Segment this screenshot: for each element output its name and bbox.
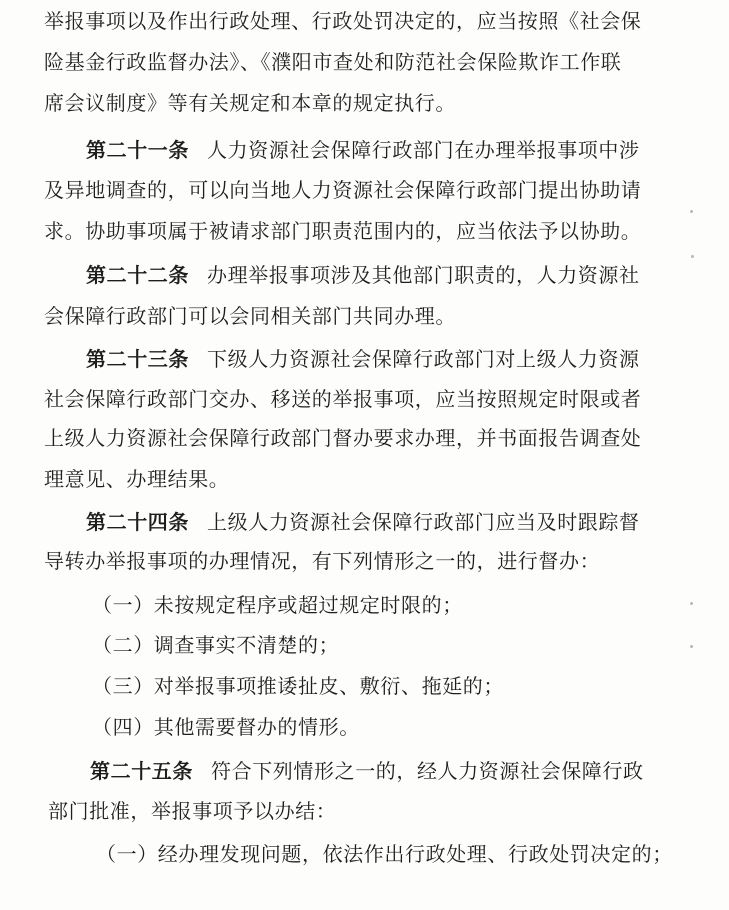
text-line: 理意见、办理结果。 — [44, 467, 230, 491]
list-item: （二）调查事实不清楚的； — [92, 633, 340, 657]
text-line: 部门批准，举报事项予以办结： — [48, 799, 337, 823]
text-line: 上级人力资源社会保障行政部门应当及时跟踪督 — [207, 510, 640, 534]
text-line: 举报事项以及作出行政处理、行政处罚决定的，应当按照《社会保 — [44, 9, 642, 33]
article-25-first-line — [90, 758, 644, 784]
scan-speck — [691, 255, 694, 258]
list-item: （一）未按规定程序或超过规定时限的； — [92, 593, 463, 617]
text-line: 办理举报事项涉及其他部门职责的，人力资源社 — [207, 263, 640, 287]
article-21-title: 第二十一条 — [86, 138, 189, 162]
list-item: （四）其他需要督办的情形。 — [92, 715, 360, 739]
text-line: 符合下列情形之一的，经人力资源社会保障行政 — [211, 759, 644, 783]
text-line: 席会议制度》等有关规定和本章的规定执行。 — [44, 91, 456, 115]
text-line: 及异地调查的，可以向当地人力资源社会保障行政部门提出协助请 — [44, 178, 642, 202]
article-23-first-line — [86, 346, 640, 372]
text-line: 求。协助事项属于被请求部门职责范围内的，应当依法予以协助。 — [44, 219, 642, 243]
text-line: 人力资源社会保障行政部门在办理举报事项中涉 — [207, 138, 640, 162]
article-24-title: 第二十四条 — [86, 510, 189, 534]
article-21-first-line — [86, 137, 640, 163]
text-line: 险基金行政监督办法》、《濮阳市查处和防范社会保险欺诈工作联 — [44, 50, 622, 74]
text-line: 上级人力资源社会保障行政部门督办要求办理，并书面报告调查处 — [44, 426, 642, 450]
text-line: 下级人力资源社会保障行政部门对上级人力资源 — [207, 347, 640, 371]
article-22-title: 第二十二条 — [86, 263, 189, 287]
text-line: 导转办举报事项的办理情况，有下列情形之一的，进行督办： — [44, 549, 601, 573]
list-item: （一）经办理发现问题，依法作出行政处理、行政处罚决定的； — [96, 842, 673, 866]
text-line: 社会保障行政部门交办、移送的举报事项，应当按照规定时限或者 — [44, 387, 642, 411]
scan-speck — [690, 210, 693, 213]
list-item: （三）对举报事项推诿扯皮、敷衍、拖延的； — [92, 674, 504, 698]
article-24-first-line — [86, 509, 640, 535]
article-23-title: 第二十三条 — [86, 347, 189, 371]
article-22-first-line — [86, 262, 640, 288]
article-25-title: 第二十五条 — [90, 759, 193, 783]
scan-speck — [690, 645, 693, 648]
scan-speck — [690, 602, 693, 605]
text-line: 会保障行政部门可以会同相关部门共同办理。 — [44, 304, 456, 328]
